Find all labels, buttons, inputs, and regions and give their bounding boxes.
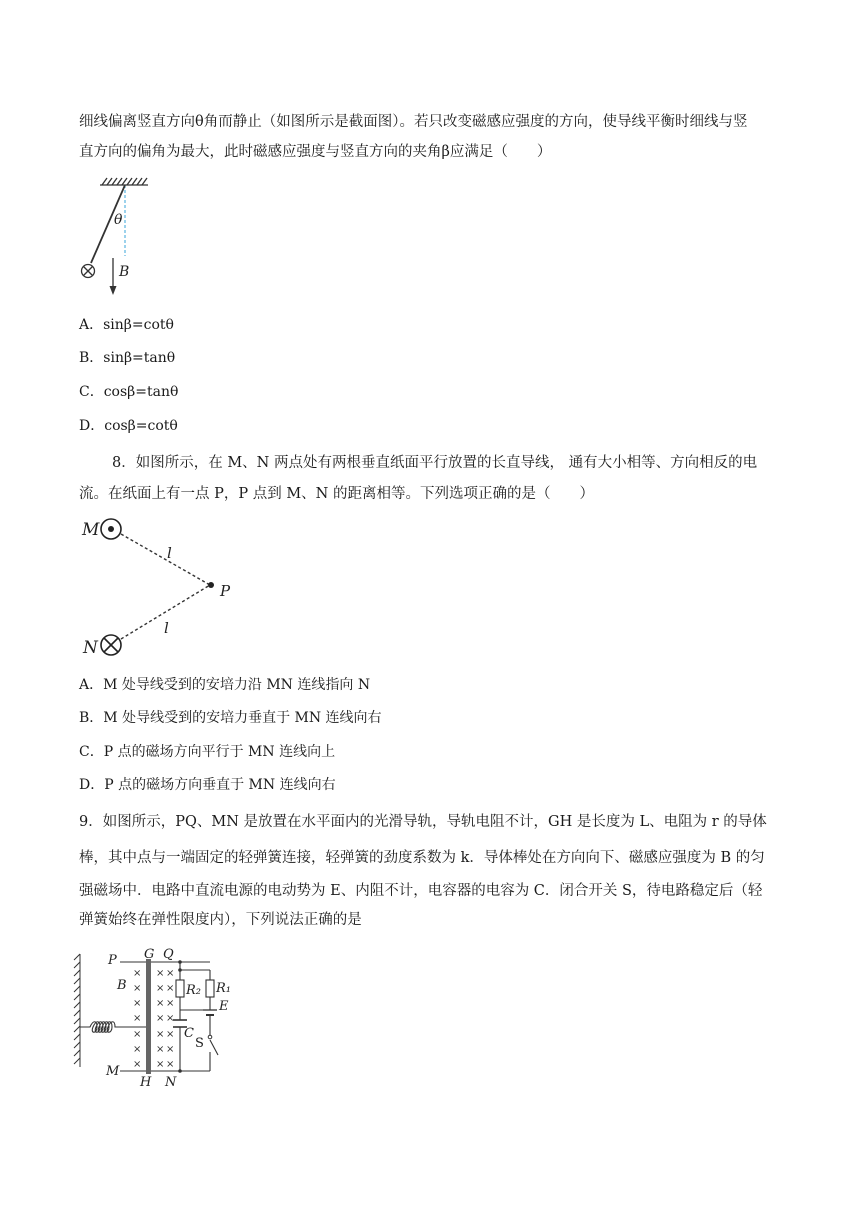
label-R1: R₁: [216, 981, 231, 996]
point-P-dot: [208, 582, 214, 588]
label-S: S: [195, 1036, 204, 1051]
field-B-label: B: [119, 264, 130, 280]
q9-circuit-figure: [70, 942, 250, 1092]
switch-contact: [208, 1035, 212, 1039]
svg-text:×: ×: [133, 1013, 142, 1024]
magnetic-field-crosses: [133, 968, 174, 1070]
q9-text-line-4: 弹簧始终在弹性限度内），下列说法正确的是: [79, 912, 362, 928]
l-label-bottom: l: [164, 619, 169, 637]
q7-figure: [70, 176, 180, 301]
svg-text:×: ×: [133, 1029, 142, 1040]
svg-text:×: ×: [133, 998, 142, 1009]
svg-text:×: ×: [156, 1059, 165, 1070]
q8-option-c: C．P 点的磁场方向平行于 MN 连线向上: [79, 744, 336, 760]
q7-option-c: C．cosβ=tanθ: [79, 384, 179, 400]
wire-into-page-icon: [82, 265, 95, 278]
l-label-top: l: [167, 544, 172, 562]
conductor-GH: [146, 959, 151, 1074]
svg-text:×: ×: [133, 1059, 142, 1070]
label-E: E: [219, 999, 229, 1014]
svg-text:×: ×: [166, 1029, 175, 1040]
label-M: M: [106, 1064, 120, 1079]
current-out-of-page-icon: [101, 519, 121, 539]
label-R2: R₂: [186, 983, 201, 998]
label-N: N: [165, 1075, 177, 1090]
M-label: M: [82, 520, 100, 540]
switch-S: [210, 1040, 218, 1055]
q8-option-a: A．M 处导线受到的安培力沿 MN 连线指向 N: [79, 677, 371, 693]
svg-text:×: ×: [133, 983, 142, 994]
svg-text:×: ×: [133, 1044, 142, 1055]
q7-text-line-1: 细线偏离竖直方向θ角而静止（如图所示是截面图）。若只改变磁感应强度的方向，使导线平衡时细线与竖: [79, 114, 748, 130]
q9-text-line-1: 9．如图所示，PQ、MN 是放置在水平面内的光滑导轨，导轨电阻不计，GH 是长度为 L、电阻为 r 的导体: [79, 814, 767, 830]
q9-text-line-3: 强磁场中．电路中直流电源的电动势为 E、内阻不计，电容器的电容为 C．闭合开关 S，待电路稳定后（轻: [79, 883, 763, 899]
label-H: H: [140, 1075, 152, 1090]
label-G: G: [144, 947, 155, 962]
resistor-R1: [206, 980, 214, 997]
label-P: P: [108, 953, 117, 968]
N-label: N: [83, 638, 98, 658]
q7-option-a: A．sinβ=cotθ: [79, 317, 174, 333]
q7-text-line-2: 直方向的偏角为最大，此时磁感应强度与竖直方向的夹角β应满足（ ）: [79, 144, 552, 160]
svg-text:×: ×: [156, 968, 165, 979]
P-label: P: [220, 582, 231, 600]
current-into-page-icon: [101, 635, 121, 655]
svg-text:×: ×: [166, 1013, 175, 1024]
svg-text:×: ×: [133, 968, 142, 979]
q8-text-line-1: 8．如图所示，在 M、N 两点处有两根垂直纸面平行放置的长直导线， 通有大小相等、方向相反的电: [112, 455, 758, 471]
resistor-R2: [176, 980, 184, 997]
q8-option-d: D．P 点的磁场方向垂直于 MN 连线向右: [79, 777, 336, 793]
svg-text:×: ×: [156, 1013, 165, 1024]
q8-text-line-2: 流。在纸面上有一点 P，P 点到 M、N 的距离相等。下列选项正确的是（ ）: [79, 486, 594, 502]
wall-hatch: [74, 954, 80, 1067]
svg-text:×: ×: [156, 998, 165, 1009]
svg-text:×: ×: [166, 1059, 175, 1070]
q7-option-b: B．sinβ=tanθ: [79, 350, 176, 366]
label-C: C: [184, 1026, 194, 1041]
q7-option-d: D．cosβ=cotθ: [79, 418, 178, 434]
label-B: B: [117, 978, 127, 993]
q8-figure: [78, 512, 248, 662]
svg-text:×: ×: [166, 1044, 175, 1055]
label-Q: Q: [163, 947, 174, 962]
svg-text:×: ×: [156, 1044, 165, 1055]
svg-text:×: ×: [156, 1029, 165, 1040]
q9-text-line-2: 棒，其中点与一端固定的轻弹簧连接，轻弹簧的劲度系数为 k．导体棒处在方向向下、磁感应强度为 B 的匀: [79, 850, 765, 866]
q8-option-b: B．M 处导线受到的安培力垂直于 MN 连线向右: [79, 710, 382, 726]
dashed-line-MP: [121, 534, 210, 585]
svg-text:×: ×: [166, 968, 175, 979]
svg-text:×: ×: [156, 983, 165, 994]
field-arrow-icon: [110, 258, 117, 295]
svg-text:×: ×: [166, 983, 175, 994]
svg-text:×: ×: [166, 998, 175, 1009]
ceiling-hatch: [100, 178, 148, 185]
theta-label: θ: [114, 212, 123, 228]
